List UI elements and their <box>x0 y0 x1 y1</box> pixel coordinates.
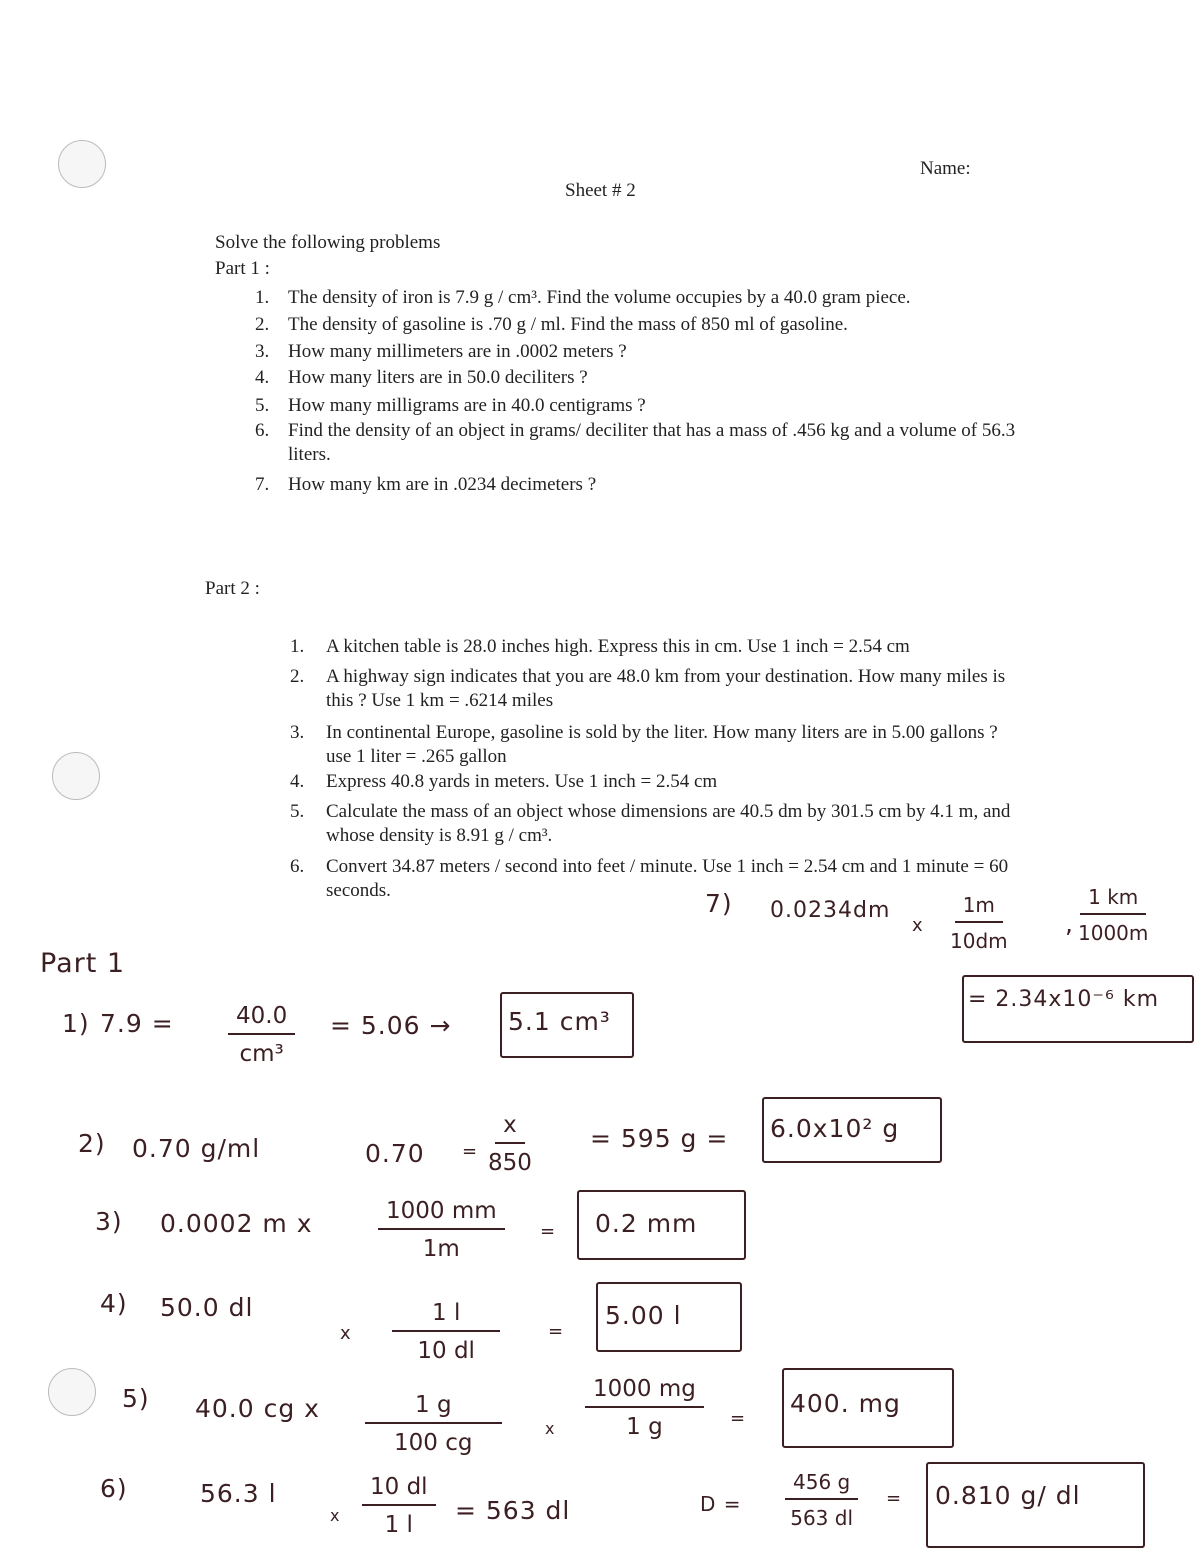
p6-fraction: $\frac{10 dl}{1 l}$ <box>362 1474 436 1538</box>
p2-num: 2) <box>78 1129 106 1158</box>
p1-answer: 5.1 cm³ <box>508 1007 611 1036</box>
part2-item-text: whose density is 8.91 g / cm³. <box>326 825 553 846</box>
p5-fraction-1: $\frac{1 g}{100 cg}$ <box>365 1392 502 1456</box>
part2-item-text: this ? Use 1 km = .6214 miles <box>326 690 554 711</box>
p6-answer: 0.810 g/ dl <box>935 1481 1081 1510</box>
part1-item-text: How many km are in .0234 decimeters ? <box>288 474 597 495</box>
part1-item-number: 7. <box>255 474 270 495</box>
part1-item-text: The density of iron is 7.9 g / cm³. Find the volume occupies by a 40.0 gram piece. <box>288 287 911 308</box>
part1-item-number: 6. <box>255 420 270 441</box>
instructions: Solve the following problems <box>215 232 441 253</box>
p2-given: 0.70 g/ml <box>132 1134 261 1163</box>
p7-fraction-1: $\frac{1m}{10dm}$ <box>950 893 1008 953</box>
punch-hole <box>58 140 106 188</box>
p5-fraction-2: $\frac{1000 mg}{1 g}$ <box>585 1376 704 1440</box>
part2-item-text: Calculate the mass of an object whose dimensions are 40.5 dm by 301.5 cm by 4.1 m, and <box>326 801 1011 822</box>
p3-fraction: $\frac{1000 mm}{1m}$ <box>378 1198 505 1262</box>
part2-item-text: In continental Europe, gasoline is sold by the liter. How many liters are in 5.00 gallons ? <box>326 722 998 743</box>
sheet-title: Sheet # 2 <box>565 180 636 201</box>
p5-num: 5) <box>122 1384 150 1413</box>
p7-given: 0.0234dm <box>770 898 891 923</box>
p5-x: x <box>545 1419 556 1438</box>
p6-eq: = <box>886 1488 903 1509</box>
part2-item-text: seconds. <box>326 880 391 901</box>
part1-item-text: How many liters are in 50.0 deciliters ? <box>288 367 588 388</box>
part2-item-number: 5. <box>290 801 305 822</box>
part2-item-number: 3. <box>290 722 305 743</box>
part2-item-text: use 1 liter = .265 gallon <box>326 746 507 767</box>
p1-num: 1) <box>62 1009 90 1038</box>
part2-item-number: 6. <box>290 856 305 877</box>
p2-fraction: $\frac{x}{850}$ <box>488 1112 532 1176</box>
p7-sep: , <box>1065 909 1074 938</box>
punch-hole <box>48 1368 96 1416</box>
p4-eq: = <box>548 1321 565 1342</box>
p3-num: 3) <box>95 1207 123 1236</box>
p5-answer: 400. mg <box>790 1389 901 1418</box>
p2-answer: 6.0x10² g <box>770 1114 900 1143</box>
part1-item-number: 5. <box>255 395 270 416</box>
p2-mid: = 595 g = <box>590 1124 729 1153</box>
p6-density-label: D = <box>700 1492 742 1516</box>
p7-num: 7) <box>705 889 733 918</box>
p6-mid: = 563 dl <box>455 1496 571 1525</box>
part2-item-number: 2. <box>290 666 305 687</box>
p7-answer: = 2.34x10⁻⁶ km <box>968 987 1160 1012</box>
part1-item-text: The density of gasoline is .70 g / ml. Find the mass of 850 ml of gasoline. <box>288 314 848 335</box>
punch-hole <box>52 752 100 800</box>
part1-title: Part 1 : <box>215 258 270 279</box>
p5-given: 40.0 cg x <box>195 1394 320 1423</box>
part1-item-number: 4. <box>255 367 270 388</box>
p1-mid: = 5.06 → <box>330 1011 452 1040</box>
p4-answer: 5.00 l <box>605 1301 682 1330</box>
part1-item-text: Find the density of an object in grams/ deciliter that has a mass of .456 kg and a volume of 56.3 <box>288 420 1016 441</box>
p6-given: 56.3 l <box>200 1479 277 1508</box>
part2-item-text: Express 40.8 yards in meters. Use 1 inch = 2.54 cm <box>326 771 718 792</box>
p6-density-fraction: $\frac{456 g}{563 dl}$ <box>785 1470 858 1530</box>
p7-fraction-2: $\frac{1 km}{1000m}$ <box>1078 885 1149 945</box>
part2-title: Part 2 : <box>205 578 260 599</box>
part1-item-number: 1. <box>255 287 270 308</box>
work-label: Part 1 <box>40 948 126 979</box>
p4-given: 50.0 dl <box>160 1293 254 1322</box>
p2-lhs: 0.70 <box>365 1139 425 1168</box>
p3-given: 0.0002 m x <box>160 1209 313 1238</box>
part2-item-text: A highway sign indicates that you are 48.0 km from your destination. How many miles is <box>326 666 1006 687</box>
part1-item-text: How many millimeters are in .0002 meters ? <box>288 341 627 362</box>
p7-x: x <box>912 915 924 936</box>
p3-eq: = <box>540 1221 557 1242</box>
p3-answer: 0.2 mm <box>595 1209 698 1238</box>
p4-fraction: $\frac{1 l}{10 dl}$ <box>392 1300 500 1364</box>
p5-eq: = <box>730 1408 747 1429</box>
part1-item-number: 3. <box>255 341 270 362</box>
p1-fraction: $\frac{40.0}{\text{cm³}}$ <box>228 1003 295 1067</box>
part2-item-number: 4. <box>290 771 305 792</box>
p4-x: x <box>340 1323 352 1344</box>
name-label: Name: <box>920 158 971 179</box>
p6-x: x <box>330 1506 341 1525</box>
part1-item-number: 2. <box>255 314 270 335</box>
part1-item-text: liters. <box>288 444 331 465</box>
p4-num: 4) <box>100 1289 128 1318</box>
part2-item-text: A kitchen table is 28.0 inches high. Express this in cm. Use 1 inch = 2.54 cm <box>326 636 910 657</box>
p6-num: 6) <box>100 1474 128 1503</box>
part2-item-text: Convert 34.87 meters / second into feet / minute. Use 1 inch = 2.54 cm and 1 minute = 60 <box>326 856 1009 877</box>
p2-eq: = <box>462 1141 479 1162</box>
part1-item-text: How many milligrams are in 40.0 centigrams ? <box>288 395 646 416</box>
p1-lhs: 7.9 = <box>100 1009 174 1038</box>
part2-item-number: 1. <box>290 636 305 657</box>
